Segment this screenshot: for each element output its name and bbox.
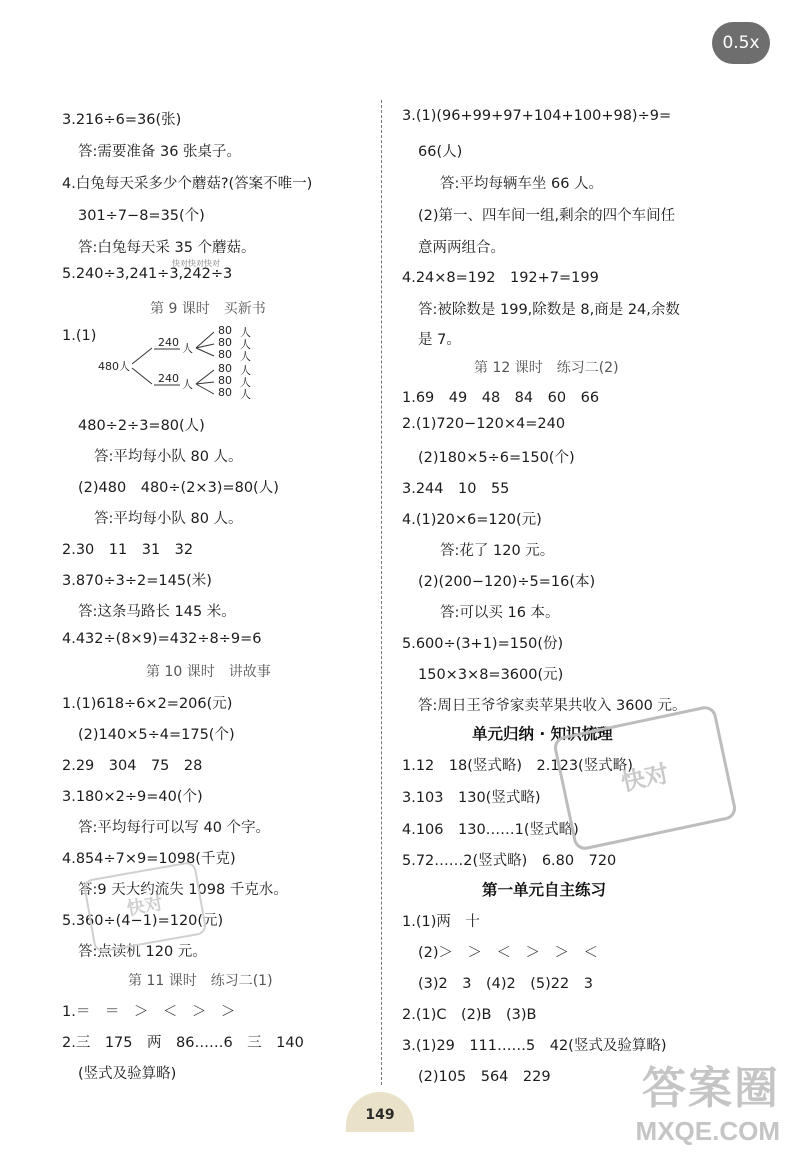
tree-mid-unit: 人 [182, 342, 193, 355]
answer-line: 2.(1)720−120×4=240 [402, 416, 566, 432]
answer-line: 5.360÷(4−1)=120(元) [62, 913, 224, 929]
tree-diagram [96, 322, 266, 402]
answer-line: 答:平均每辆车坐 66 人。 [440, 176, 604, 192]
answer-line: 3.180×2÷9=40(个) [62, 789, 203, 805]
answer-line: 3.(1)(96+99+97+104+100+98)÷9= [402, 108, 672, 124]
answer-line: 2.30 11 31 32 [62, 542, 194, 558]
answer-line: 答:这条马路长 145 米。 [78, 604, 236, 620]
page-number-tab [346, 1092, 414, 1132]
answer-line: 480÷2÷3=80(人) [78, 418, 205, 434]
answer-line: 2.(1)C (2)B (3)B [402, 1007, 537, 1023]
answer-line: (2)180×5÷6=150(个) [418, 450, 575, 466]
answer-line: 4.106 130……1(竖式略) [402, 822, 579, 838]
answer-line: 答:点读机 120 元。 [78, 944, 207, 960]
section-title: 单元归纳 · 知识梳理 [472, 725, 613, 743]
answer-line: 4.854÷7×9=1098(千克) [62, 851, 236, 867]
section-heading: 第 11 课时 练习二(1) [128, 973, 273, 989]
answer-line: 66(人) [418, 144, 463, 160]
tree-leaf-label: 80 [218, 348, 232, 361]
answer-line: 3.216÷6=36(张) [62, 112, 182, 128]
tree-leaf-label: 80 [218, 324, 232, 337]
answer-line: 答:需要准备 36 张桌子。 [78, 144, 242, 160]
answer-line: 4.432÷(8×9)=432÷8÷9=6 [62, 631, 262, 647]
watermark-title: 答案圈 [642, 1063, 780, 1114]
answer-line: 答:周日王爷爷家卖苹果共收入 3600 元。 [418, 698, 687, 714]
tree-root-label: 480人 [98, 360, 130, 373]
answer-line: 答:平均每小队 80 人。 [94, 449, 243, 465]
page-number: 149 [365, 1107, 395, 1123]
tree-leaf-label: 80 [218, 374, 232, 387]
answer-line: 答:白兔每天采 35 个蘑菇。 [78, 240, 256, 256]
answer-line: 1.(1) [62, 328, 97, 344]
answer-line: 1.(1)618÷6×2=206(元) [62, 696, 233, 712]
answer-line: 1.＝ ＝ ＞ ＜ ＞ ＞ [62, 1004, 236, 1020]
watermark-domain: MXQE.COM [635, 1116, 780, 1146]
tree-leaf-label: 80 [218, 362, 232, 375]
answer-line: 1.69 49 48 84 60 66 [402, 390, 600, 406]
answer-line: 4.24×8=192 192+7=199 [402, 270, 599, 286]
answer-line: (2)＞ ＞ ＜ ＞ ＞ ＜ [418, 945, 599, 961]
answer-line: 4.白兔每天采多少个蘑菇?(答案不唯一) [62, 176, 313, 192]
answer-line: 5.600÷(3+1)=150(份) [402, 636, 564, 652]
tree-leaf-unit: 人 [240, 338, 251, 351]
tree-mid-label-a: 240 [158, 336, 179, 349]
answer-line: 3.103 130(竖式略) [402, 790, 541, 806]
tree-mid-label-b: 240 [158, 372, 179, 385]
tree-leaf-label: 80 [218, 386, 232, 399]
section-heading: 第 9 课时 买新书 [150, 301, 266, 317]
tree-leaf-unit: 人 [240, 326, 251, 339]
answer-line: (2)第一、四车间一组,剩余的四个车间任 [418, 208, 676, 224]
section-title: 第一单元自主练习 [482, 881, 607, 899]
tree-leaf-unit: 人 [240, 388, 251, 401]
answer-line: 2.三 175 两 86……6 三 140 [62, 1035, 304, 1051]
answer-line: 意两两组合。 [418, 240, 505, 256]
section-heading: 第 10 课时 讲故事 [146, 664, 271, 680]
answer-line: 301÷7−8=35(个) [78, 208, 205, 224]
answer-line: 答:可以买 16 本。 [440, 605, 560, 621]
answer-line: 3.244 10 55 [402, 481, 510, 497]
answer-line: 3.(1)29 111……5 42(竖式及验算略) [402, 1038, 667, 1054]
answer-line: 3.870÷3÷2=145(米) [62, 573, 212, 589]
tree-leaf-label: 80 [218, 336, 232, 349]
answer-line: 1.12 18(竖式略) 2.123(竖式略) [402, 758, 633, 774]
tree-leaf-unit: 人 [240, 376, 251, 389]
tree-leaf-unit: 人 [240, 350, 251, 363]
answer-line: 150×3×8=3600(元) [418, 667, 564, 683]
answer-line: 1.(1)两 十 [402, 914, 480, 930]
answer-line: 答:平均每小队 80 人。 [94, 511, 243, 527]
kuaidui-stamp: 快对 [552, 704, 738, 852]
playback-speed-badge[interactable]: 0.5x [712, 22, 770, 64]
section-heading: 第 12 课时 练习二(2) [474, 360, 619, 376]
answer-line: 2.29 304 75 28 [62, 758, 203, 774]
answer-line: 4.(1)20×6=120(元) [402, 512, 542, 528]
answer-line: (2)480 480÷(2×3)=80(人) [78, 480, 279, 496]
answer-line: 是 7。 [418, 332, 461, 348]
answer-line: 答:花了 120 元。 [440, 543, 555, 559]
answer-line: (竖式及验算略) [78, 1066, 177, 1082]
tree-leaf-unit: 人 [240, 364, 251, 377]
answer-line: 5.240÷3,241÷3,242÷3 [62, 266, 233, 282]
column-divider [381, 100, 382, 1085]
answer-line: (2)140×5÷4=175(个) [78, 727, 235, 743]
answer-line: 答:平均每行可以写 40 个字。 [78, 820, 271, 836]
answer-line: 5.72……2(竖式略) 6.80 720 [402, 853, 617, 869]
small-note: 快对快对快对 [172, 259, 220, 268]
answer-line: (2)105 564 229 [418, 1069, 551, 1085]
site-watermark [636, 1052, 780, 1147]
answer-line: 答:9 天大约流失 1098 千克水。 [78, 882, 288, 898]
kuaidui-stamp: 快对 [82, 861, 207, 954]
answer-line: (2)(200−120)÷5=16(本) [418, 574, 596, 590]
tree-mid-unit: 人 [182, 378, 193, 391]
answer-line: 答:被除数是 199,除数是 8,商是 24,余数 [418, 302, 680, 318]
answer-line: (3)2 3 (4)2 (5)22 3 [418, 976, 593, 992]
